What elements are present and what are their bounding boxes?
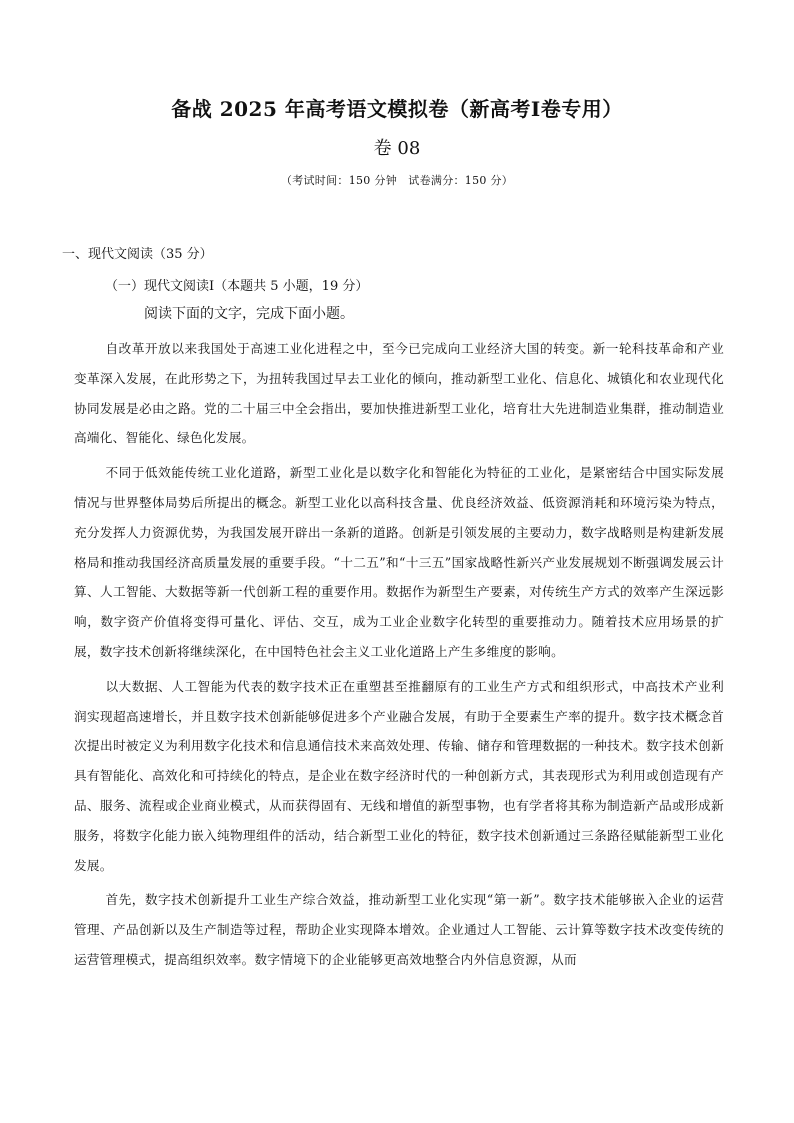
passage-paragraph: 自改革开放以来我国处于高速工业化进程之中，至今已完成向工业经济大国的转变。新一轮科技革命和产业变革深入发展，在此形势之下，为扭转我国过早去工业化的倾向，推动新型工业化、信息化、城镇化和农业现代化协同发展是必由之路。党的二十届三中全会指出，要加快推进新型工业化，培育壮大先进制造业集群，推动制造业高端化、智能化、绿色化发展。 (74, 341, 724, 446)
exam-info: （考试时间：150 分钟 试卷满分：150 分） (280, 174, 514, 187)
subsection-heading: （一）现代文阅读Ⅰ（本题共 5 小题，19 分） (105, 279, 369, 294)
section-heading: 一、现代文阅读（35 分） (62, 247, 213, 262)
passage-paragraph: 首先，数字技术创新提升工业生产综合效益，推动新型工业化实现“第一新”。数字技术能够嵌入企业的运营管理、产品创新以及生产制造等过程，帮助企业实现降本增效。企业通过人工智能、云计算等数字技术改变传统的运营管理模式，提高组织效率。数字情境下的企业能够更高效地整合内外信息资源，从而 (74, 892, 724, 967)
passage-paragraph: 不同于低效能传统工业化道路，新型工业化是以数字化和智能化为特征的工业化，是紧密结合中国实际发展情况与世界整体局势后所提出的概念。新型工业化以高科技含量、优良经济效益、低资源消耗和环境污染为特点，充分发挥人力资源优势，为我国发展开辟出一条新的道路。创新是引领发展的主要动力，数字战略则是构建新发展格局和推动我国经济高质量发展的重要手段。“十二五”和“十三五”国家战略性新兴产业发展规划不断强调发展云计算、人工智能、大数据等新一代创新工程的重要作用。数据作为新型生产要素，对传统生产方式的效率产生深远影响，数字资产价值将变得可量化、评估、交互，成为工业企业数字化转型的重要推动力。随着技术应用场景的扩展，数字技术创新将继续深化，在中国特色社会主义工业化道路上产生多维度的影响。 (74, 465, 724, 659)
paper-number: 卷 08 (373, 138, 421, 159)
passage-paragraph: 以大数据、人工智能为代表的数字技术正在重塑甚至推翻原有的工业生产方式和组织形式，中高技术产业利润实现超高速增长，并且数字技术创新能够促进多个产业融合发展，有助于全要素生产率的提升。数字技术概念首次提出时被定义为利用数字化技术和信息通信技术来高效处理、传输、储存和管理数据的一种技术。数字技术创新具有智能化、高效化和可持续化的特点，是企业在数字经济时代的一种创新方式，其表现形式为利用或创造现有产品、服务、流程或企业商业模式，从而获得固有、无线和增值的新型事物，也有学者将其称为制造新产品或形成新服务，将数字化能力嵌入纯物理组件的活动，结合新型工业化的特征，数字技术创新通过三条路径赋能新型工业化发展。 (74, 678, 724, 873)
reading-instruction: 阅读下面的文字，完成下面小题。 (144, 306, 354, 322)
document-title: 备战 2025 年高考语文模拟卷（新高考Ⅰ卷专用） (171, 97, 623, 121)
reading-passage (74, 334, 724, 980)
